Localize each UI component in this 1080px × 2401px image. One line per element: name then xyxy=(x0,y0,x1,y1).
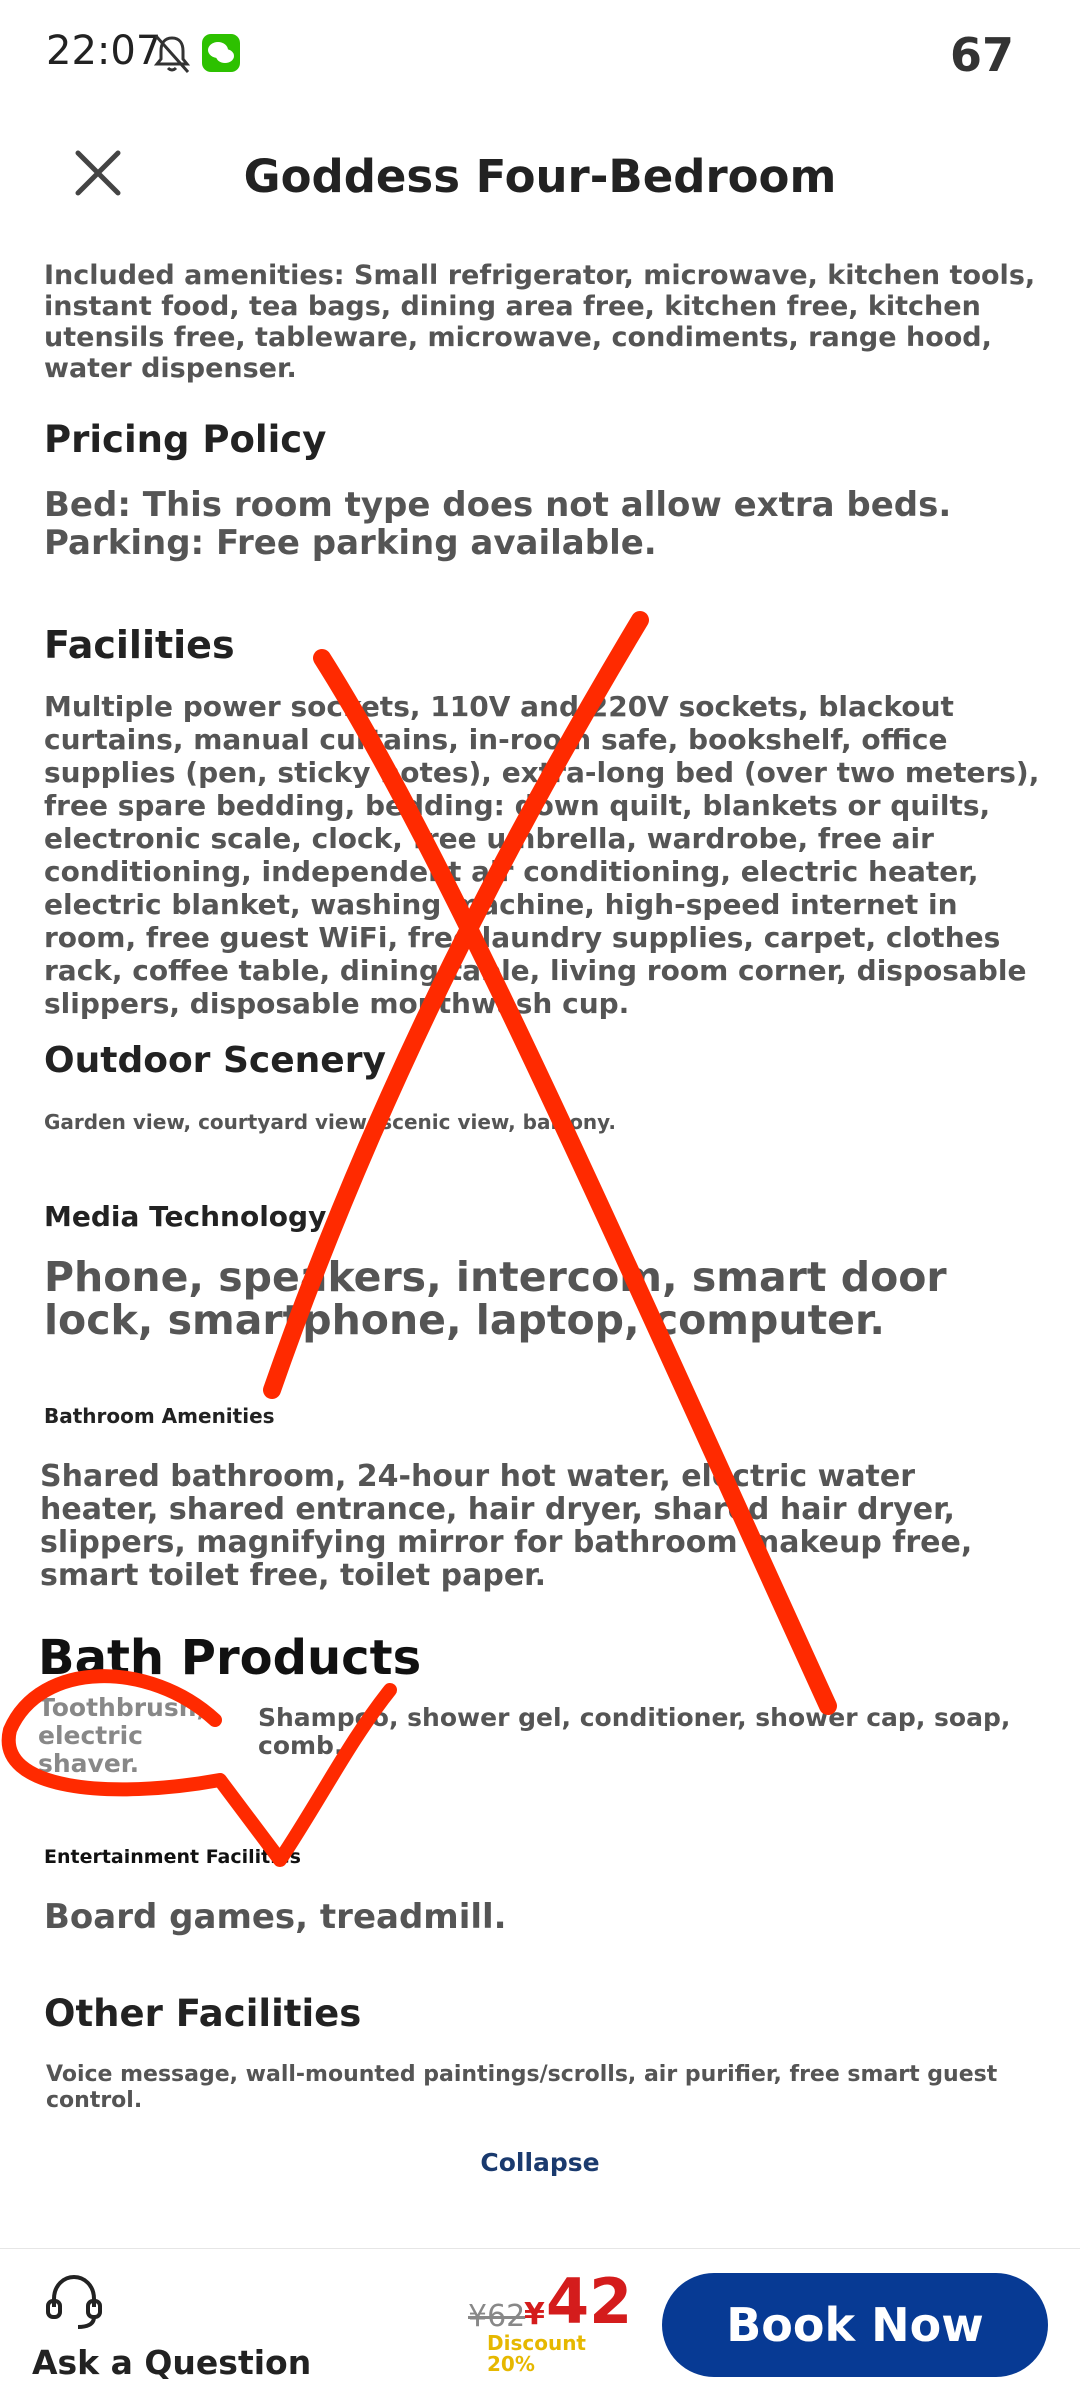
outdoor-scenery-title: Outdoor Scenery xyxy=(44,1040,386,1081)
status-time: 22:07 xyxy=(46,28,162,74)
discounted-price: 42 xyxy=(546,2265,633,2338)
outdoor-scenery-text: Garden view, courtyard view, scenic view, balcony. xyxy=(44,1110,616,1134)
facilities-title: Facilities xyxy=(44,623,235,667)
bath-products-title: Bath Products xyxy=(38,1630,422,1686)
included-amenities-text: Included amenities: Small refrigerator, microwave, kitchen tools, instant food, tea bags, dining area free, kitchen free, kitchen utensils free, tableware, microwave, condiments, range hood, water dispenser. xyxy=(44,260,1036,384)
bath-products-text-left: Toothbrush, electric shaver. xyxy=(38,1693,207,1778)
discount-badge: Discount 20% xyxy=(487,2331,586,2376)
other-facilities-text: Voice message, wall-mounted paintings/scrolls, air purifier, free smart guest control. xyxy=(46,2062,998,2113)
bathroom-amenities-title: Bathroom Amenities xyxy=(44,1404,275,1428)
status-bar xyxy=(0,0,1080,110)
media-technology-title: Media Technology xyxy=(44,1200,327,1233)
other-facilities-title: Other Facilities xyxy=(44,1992,362,2035)
bath-products-text-right: Shampoo, shower gel, conditioner, shower cap, soap, comb. xyxy=(258,1703,1011,1760)
bathroom-amenities-text: Shared bathroom, 24-hour hot water, electric water heater, shared entrance, hair dryer, shared hair dryer, slippers, magnifying mirror for bathroom makeup free, smart toilet free, toilet paper. xyxy=(40,1459,973,1593)
page-title: Goddess Four-Bedroom xyxy=(243,150,837,203)
bottom-action-bar xyxy=(0,2248,1080,2401)
entertainment-text: Board games, treadmill. xyxy=(44,1897,507,1937)
wechat-icon xyxy=(202,34,240,72)
currency-symbol: ¥ xyxy=(524,2297,545,2332)
collapse-link[interactable]: Collapse xyxy=(480,2148,600,2177)
pricing-policy-title: Pricing Policy xyxy=(44,418,327,461)
entertainment-title: Entertainment Facilities xyxy=(44,1846,301,1868)
facilities-text: Multiple power sockets, 110V and 220V sockets, blackout curtains, manual curtains, in-room safe, bookshelf, office supplies (pen, sticky notes), extra-long bed (over two meters), free spare bedding, bedding: down quilt, blankets or quilts, electronic scale, clock, free umbrella, wardrobe, free air conditioning, independent air conditioning, electric heater, electric blanket, washing machine, high-speed internet in room, free guest WiFi, free laundry supplies, carpet, clothes rack, coffee table, dining table, living room corner, disposable slippers, disposable mouthwash cup. xyxy=(44,690,1040,1020)
ask-question-button[interactable]: Ask a Question xyxy=(32,2343,312,2382)
battery-level: 67 xyxy=(949,28,1014,82)
book-now-button[interactable]: Book Now xyxy=(662,2273,1048,2377)
original-price: ¥62 xyxy=(468,2299,526,2334)
headset-icon[interactable] xyxy=(42,2271,106,2331)
pricing-policy-text: Bed: This room type does not allow extra beds. Parking: Free parking available. xyxy=(44,485,952,563)
media-technology-text: Phone, speakers, intercom, smart door lock, smartphone, laptop, computer. xyxy=(44,1253,947,1344)
bell-off-icon xyxy=(150,32,194,76)
header xyxy=(0,120,1080,230)
